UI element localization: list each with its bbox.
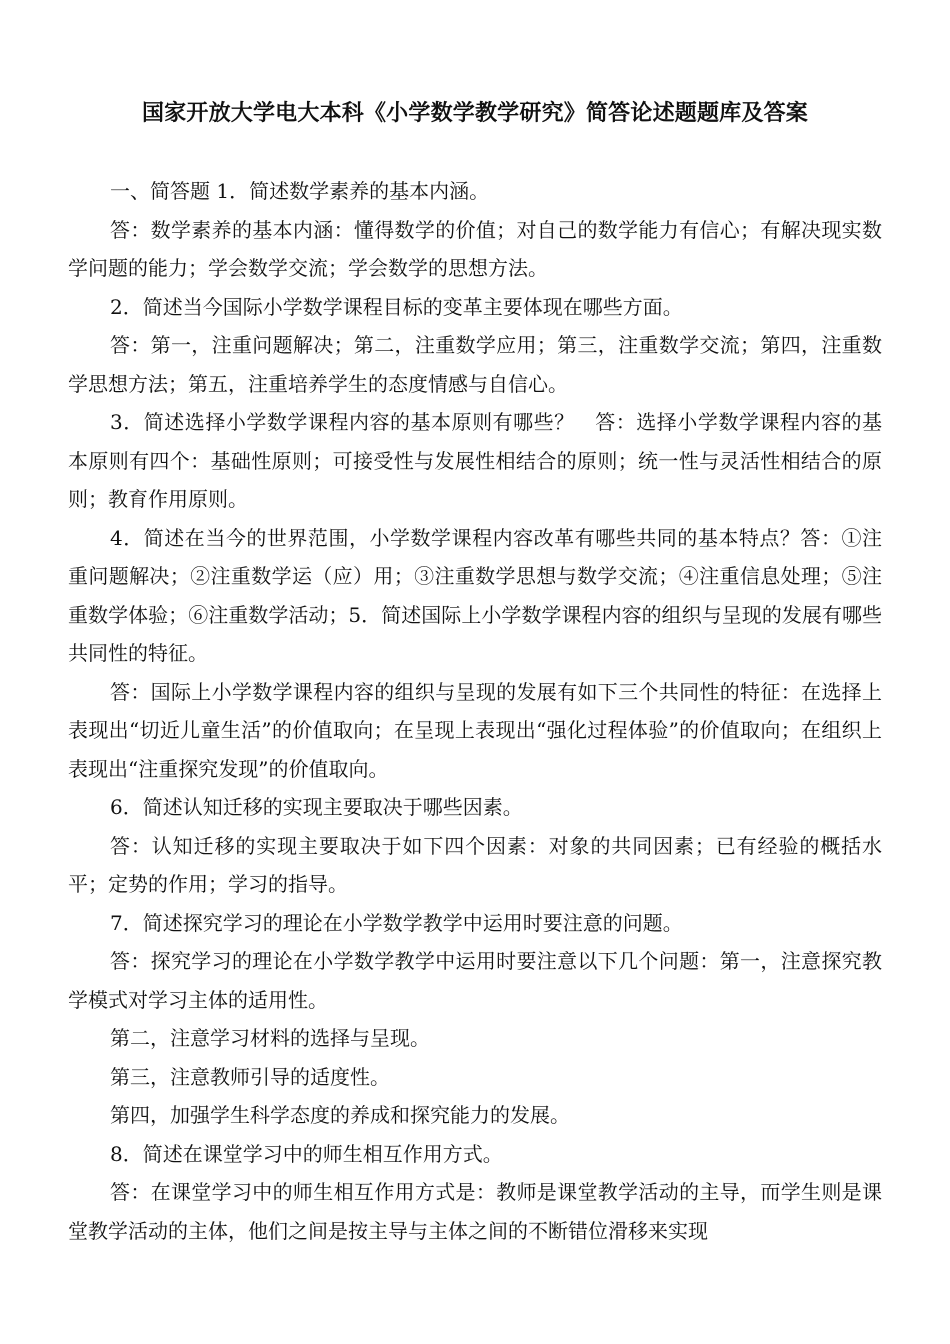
paragraph-answer-2: 答：第一，注重问题解决；第二，注重数学应用；第三，注重数学交流；第四，注重数学思想方法；第五，注重培养学生的态度情感与自信心。 — [68, 333, 882, 396]
paragraph-question-answer-3: 3．简述选择小学数学课程内容的基本原则有哪些？ 答：选择小学数学课程内容的基本原则有四个：基础性原则；可接受性与发展性相结合的原则；统一性与灵活性相结合的原则；教育作用原则。 — [68, 410, 882, 511]
paragraph-answer-1: 答：数学素养的基本内涵：懂得数学的价值；对自己的数学能力有信心；有解决现实数学问题的能力；学会数学交流；学会数学的思想方法。 — [68, 217, 882, 280]
paragraph-answer-7: 答：探究学习的理论在小学数学教学中运用时要注意以下几个问题：第一，注意探究教学模式对学习主体的适用性。 — [68, 949, 882, 1012]
paragraph-question-answer-4-5: 4．简述在当今的世界范围，小学数学课程内容改革有哪些共同的基本特点？答：①注重问题解决；②注重数学运（应）用；③注重数学思想与数学交流；④注重信息处理；⑤注重数学体验；⑥注重数学活动；5．简述国际上小学数学课程内容的组织与呈现的发展有哪些共同性的特征。 — [68, 525, 882, 665]
paragraph-question-6: 6．简述认知迁移的实现主要取决于哪些因素。 — [110, 795, 523, 819]
paragraph-answer-7-point-3: 第三，注意教师引导的适度性。 — [110, 1064, 390, 1089]
paragraph-question-7: 7．简述探究学习的理论在小学数学教学中运用时要注意的问题。 — [110, 910, 683, 935]
paragraph-question-2: 2．简述当今国际小学数学课程目标的变革主要体现在哪些方面。 — [110, 294, 683, 319]
paragraph-answer-5: 答：国际上小学数学课程内容的组织与呈现的发展有如下三个共同性的特征：在选择上表现出“切近儿童生活”的价值取向；在呈现上表现出“强化过程体验”的价值取向；在组织上表现出“注重探究发现”的价值取向。 — [68, 679, 882, 781]
paragraph-answer-8: 答：在课堂学习中的师生相互作用方式是：教师是课堂教学活动的主导，而学生则是课堂教学活动的主体，他们之间是按主导与主体之间的不断错位滑移来实现 — [68, 1180, 882, 1243]
document-title: 国家开放大学电大本科《小学数学教学研究》简答论述题题库及答案 — [141, 101, 808, 126]
paragraph-question-8: 8．简述在课堂学习中的师生相互作用方式。 — [110, 1141, 503, 1166]
paragraph-answer-7-point-2: 第二，注意学习材料的选择与呈现。 — [110, 1026, 430, 1050]
paragraph-answer-6: 答：认知迁移的实现主要取决于如下四个因素：对象的共同因素；已有经验的概括水平；定势的作用；学习的指导。 — [68, 833, 882, 896]
paragraph-section-heading-q1: 一、简答题 1．简述数学素养的基本内涵。 — [110, 179, 490, 203]
document-body — [68, 172, 882, 1250]
paragraph-answer-7-point-4: 第四，加强学生科学态度的养成和探究能力的发展。 — [110, 1103, 570, 1127]
